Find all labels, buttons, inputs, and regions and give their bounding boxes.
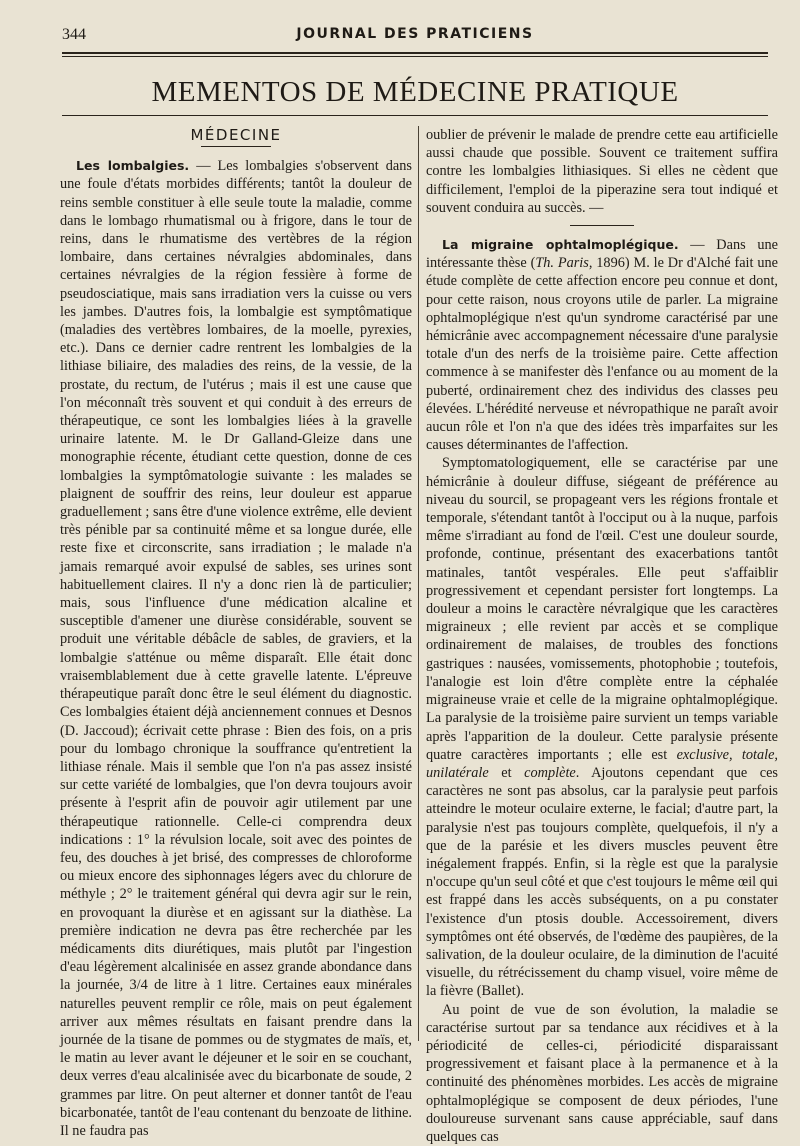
article-lead: La migraine ophtalmoplégique. — [442, 237, 679, 253]
article-body: — Les lombalgies s'observent dans une foule d'états morbides différents; tantôt la douleur de reins semble constituer à elle seule toute la maladie, comme dans le lombago rhumatismal ou à frigore, dans le tour de reins, dans le rhumatisme des vertèbres de la région lombaire, dans certaines névralgies abdominales, dans certaines névralgies de la région fessière à forme de pseudosciatique, mais sans irradiation vers la cuisse ou vers les jambes. D'autres fois, la lombalgie est symptômatique (maladies des vertèbres lombaires, de la moelle, pyrexies, etc.). Dans ce dernier cadre rentrent les lombalgies de la lithiase biliaire, des maladies des reins, de la vessie, de la prostate, du rectum, de l'utérus ; mais il est une cause que l'on méconnaît très souvent et qui conduit à des erreurs de thérapeutique, ce sont les lombalgies liées à la gravelle urinaire latente. M. le Dr Galland-Gleize dans une monographie récente, étudiant cette question, donne de ces lombalgies la symptômatologie suivante : les malades se plaignent de souffrir des reins, leur douleur est apparue graduellement ; sans être d'une violence extrême, elle devient très pénible par sa continuité même et sa longue durée, elle reste fixe et circonscrite, sans irradiation ; le malade n'a jamais remarqué avoir expulsé de sables, ses urines sont habituellement claires. Il n'y a donc rien là de particulier; mais, sous l'influence d'une médication alcaline et susceptible d'amener une diurèse considérable, souvent se produit une véritable débâcle de sables, de graviers, et la lombalgie s'atténue ou même disparaît. Elle était donc vraisemblablement due à cette gravelle latente. L'épreuve thérapeutique paraît donc être le seul élément du diagnostic. Ces lombalgies étaient déjà anciennement connues et Desnos (D. Jaccoud); écrivait cette phrase : Bien des fois, on a pris pour du lombago chronique la souffrance qu'entretient la lithiase rénale. Mais il semble que l'on n'a pas assez insisté sur cette variété de lombalgies, que l'on devra toujours avoir présente à l'esprit afin de pouvoir agir utilement par une thérapeutique rationnelle. Celle-ci comprendra deux indications : 1° la révulsion locale, soit avec des pointes de feu, des douches à jet brisé, des compresses de chloroforme ou mieux encore des siphonnages légers avec du chlorure de méthyle ; 2° le traitement général qui devra agir sur le rein, en provoquant la diurèse et en agissant sur la diathèse. La première indication ne devra pas être recherchée par les médicaments dits diurétiques, mais plutôt par l'ingestion d'eau légèrement alcalinisée en assez grande abondance dans la journée, 3/4 de litre à 1 litre. Certaines eaux minérales naturelles peuvent remplir ce rôle, mais on peut également arriver aux mêmes résultats en faisant prendre dans la journée de la tisane de pommes ou de stygmates de maïs, et, le matin au lever avant le déjeuner et le soir en se couchant, deux verres d'eau alcalinisée avec du bicarbonate de soude, 2 grammes par litre. On peut alterner et donner tantôt de l'eau bicarbonatée, tantôt de l'eau contenant du benzoate de lithine. Il ne faudra pas — [60, 158, 412, 1139]
title-rule — [62, 115, 768, 116]
page-number: 344 — [62, 26, 86, 43]
right-column — [426, 126, 778, 1146]
main-title: MEMENTOS DE MÉDECINE PRATIQUE — [151, 76, 679, 108]
italic-terms: exclusive, totale, unilatérale — [426, 746, 778, 781]
article-migraine-intro: La migraine ophtalmoplégique. — Dans une intéressante thèse (Th. Paris, 1896) M. le Dr d'Alché fait une étude complète de cette affection encore peu connue et dont, pour cette raison, nous croyons utile de parler. La migraine ophtalmoplégique n'est qu'un syndrome caractérisé par une hémicrânie avec accompagnement nécessaire d'une paralysie totale d'un des nerfs de la troisième paire. Cette affection commence à se manifester dès l'enfance ou au moment de la puberté, ordinairement chez des individus des classes peu élevées. L'hérédité nerveuse et névropathique ne paraît avoir aucun rôle et l'on n'a que des idées très imparfaites sur les causes déterminantes de l'affection. — [426, 237, 778, 454]
article-lombalgies-continued: oublier de prévenir le malade de prendre cette eau artificielle aussi chaude que possible. Souvent ce traitement suffira contre les lombalgies lithiasiques. Si elles ne cèdent que difficilement, l'emploi de la piperazine sera tout indiqué et souvent conduira au succès. — — [426, 127, 778, 216]
section-rule — [201, 146, 271, 147]
article-lombalgies — [60, 157, 412, 1140]
italic-term: complète — [524, 764, 576, 781]
article-migraine-symptoms: Symptomatologiquement, elle se caractérise par une hémicrânie à douleur diffuse, siégeant de préférence au niveau du sourcil, se propageant vers les régions frontale et temporale, s'étendant tantôt à l'occiput ou à la nuque, parfois même s'irradiant au fond de l'œil. C'est une douleur sourde, profonde, continue, présentant des exacerbations tantôt matinales, tantôt vespérales. Elle peut s'affaiblir progressivement et cependant persister fort longtemps. La douleur a moins le caractère névralgique que les caractères migraineux ; elle revient par accès et se complique ordinairement de malaises, de troubles des fonctions gastriques : nausées, vomissements, photophobie ; toutefois, l'analogie est loin d'être complète entre la céphalée migraineuse vraie et celle de la migraine ophtalmoplégique. La paralysie de la troisième paire survient un temps variable après l'apparition de la douleur. Cette paralysie présente quatre caractères importants ; elle est exclusive, totale, unilatérale et complète. Ajoutons cependant que ces caractères ne sont pas absolus, car la paralysie peut parfois atteindre le moteur oculaire externe, le facial; d'autre part, la paralysie n'est pas toujours complète, quelquefois, il n'y a que de la parésie et les divers muscles peuvent être inégalement frappés. Enfin, si la règle est que la paralysie n'occupe qu'un seul côté et que c'est toujours le même œil qui est frappé dans les accès subséquents, on a pu constater l'existence d'un ptosis double. Accessoirement, divers symptômes ont été observés, de l'œdème des paupières, de la salivation, de la douleur oculaire, de la diminution de l'acuité visuelle, du rétrécissement du champ visuel, voire même de la fièvre (Ballet). — [426, 455, 778, 1000]
section-heading: MÉDECINE — [190, 126, 282, 144]
citation: Th. Paris — [535, 255, 589, 272]
article-separator — [570, 225, 634, 226]
header-rule — [62, 52, 768, 57]
column-divider — [418, 126, 419, 1041]
article-migraine-evolution: Au point de vue de son évolution, la maladie se caractérise surtout par sa tendance aux récidives et à la périodicité de celles-ci, périodicité disparaissant progressivement et faisant place à la permanence et à la continuité des phénomènes morbides. Les accès de migraine ophtalmoplégique se composent de deux périodes, l'une douloureuse survenant sans cause appréciable, sauf dans quelques cas — [426, 1001, 778, 1145]
left-column — [60, 120, 412, 1140]
journal-title: JOURNAL DES PRATICIENS — [296, 26, 534, 42]
running-header — [62, 26, 768, 48]
article-lead: Les lombalgies. — [76, 158, 190, 174]
